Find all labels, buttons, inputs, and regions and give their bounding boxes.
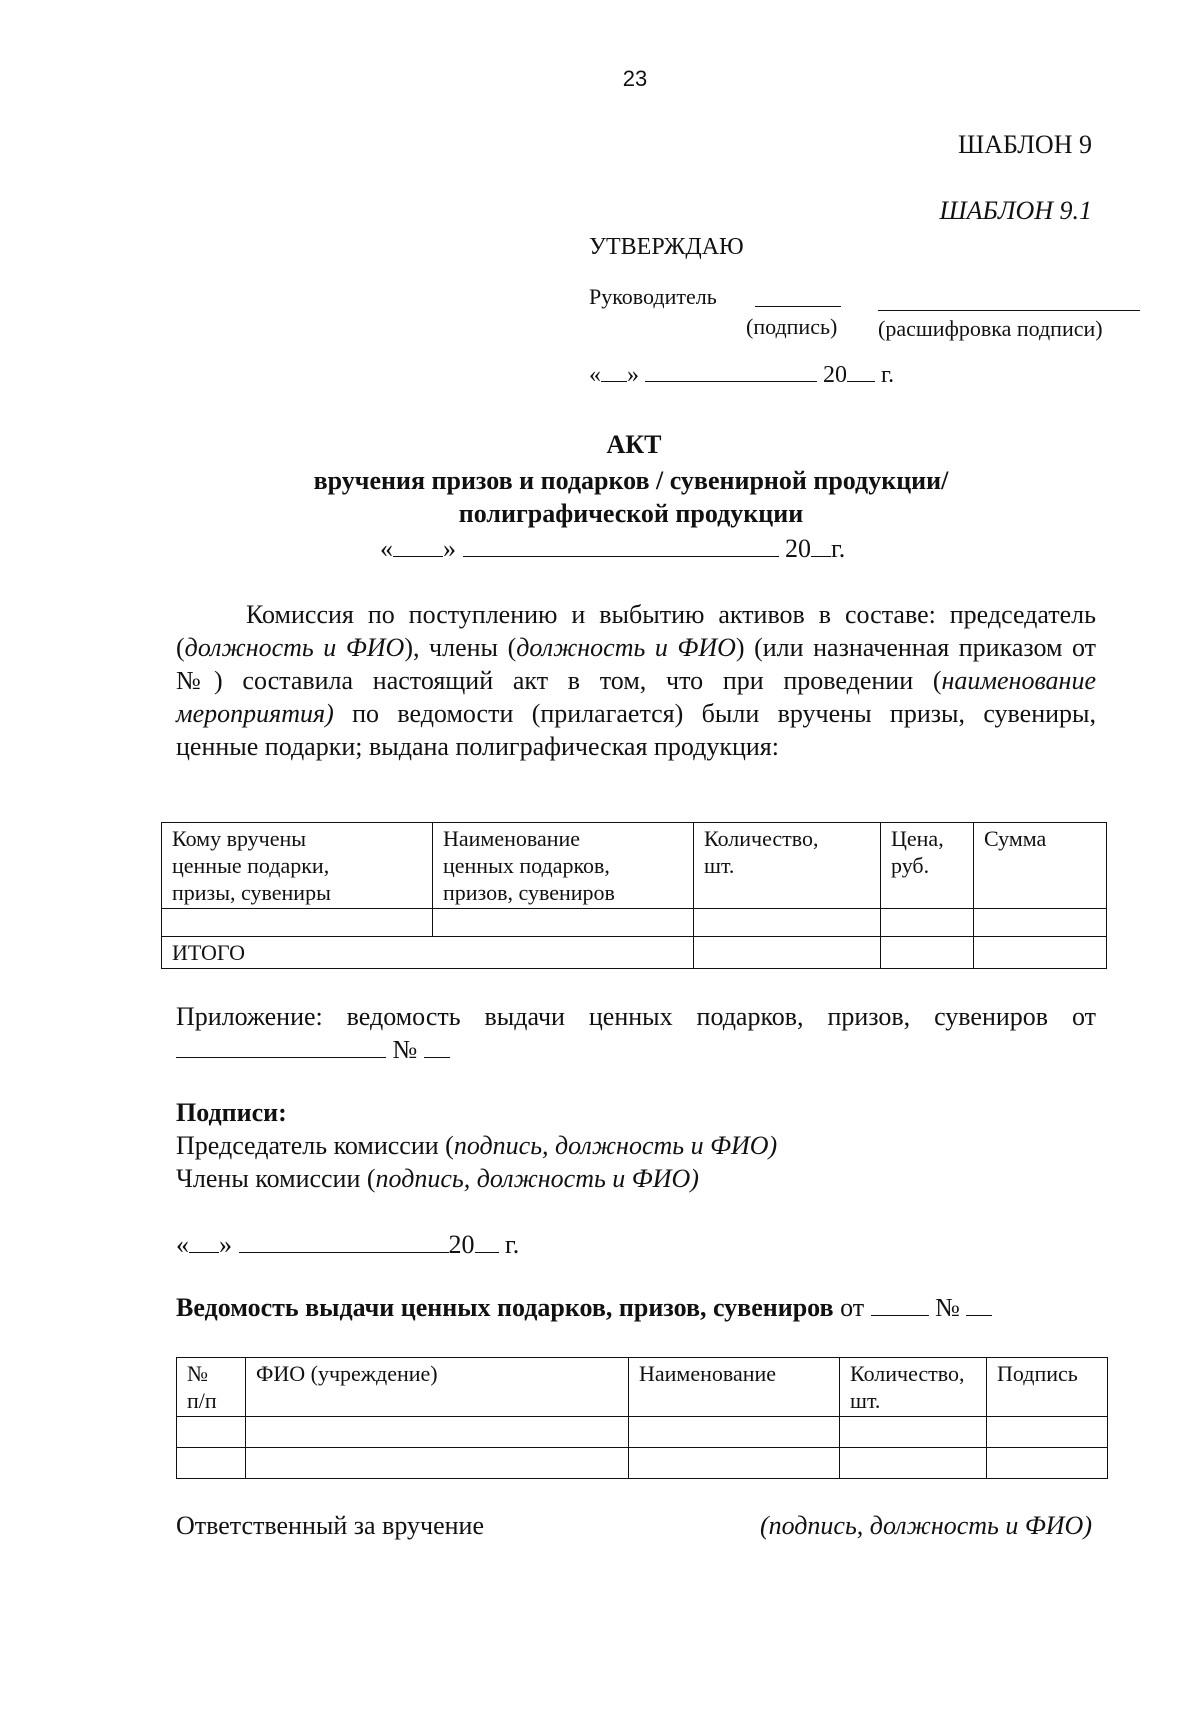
table-row <box>177 1448 1108 1479</box>
year-suffix: г. <box>881 362 895 388</box>
statement-heading: Ведомость выдачи ценных подарков, призов, сувениров от № <box>176 1293 992 1323</box>
body-paragraph <box>176 598 1096 763</box>
quote-close: » <box>627 362 639 388</box>
table-cell[interactable] <box>629 1417 840 1448</box>
template-sublabel: ШАБЛОН 9.1 <box>939 196 1092 225</box>
appendix-number <box>176 1035 450 1065</box>
signature-line <box>755 306 841 307</box>
body-text-4: по ведомости (прилагается) были вручены призы, сувениры, ценные подарки; выдана полиграфическая продукция: <box>176 699 1096 761</box>
act-subtitle-2: полиграфической продукции <box>458 499 804 528</box>
act-subtitle-1: вручения призов и подарков / сувенирной продукции/ <box>313 466 949 495</box>
header-recipient: Кому вручены ценные подарки, призы, сувениры <box>162 823 433 909</box>
chair-signature: Председатель комиссии (подпись, должность и ФИО) <box>176 1131 778 1160</box>
number-sign: № <box>392 1035 418 1064</box>
signatures-heading: Подписи: <box>176 1098 287 1127</box>
table-header-row <box>177 1358 1108 1417</box>
responsible-caption: (подпись, должность и ФИО) <box>759 1511 1092 1540</box>
header-signature: Подпись <box>987 1358 1108 1417</box>
quote-close: » <box>443 534 456 563</box>
header-full-name: ФИО (учреждение) <box>246 1358 629 1417</box>
year-suffix: г. <box>831 534 846 563</box>
year-prefix: 20 <box>823 362 847 388</box>
year-prefix: 20 <box>785 534 811 563</box>
quote-close: » <box>219 1230 232 1259</box>
signatures-date <box>176 1230 519 1260</box>
header-quantity: Количество, шт. <box>694 823 881 909</box>
total-label: ИТОГО <box>162 937 694 969</box>
table-cell[interactable] <box>881 937 974 969</box>
decoding-line <box>878 310 1140 311</box>
table-cell[interactable] <box>974 937 1107 969</box>
table-cell[interactable] <box>177 1448 246 1479</box>
template-label: ШАБЛОН 9 <box>958 130 1092 159</box>
table-cell[interactable] <box>694 909 881 937</box>
table-cell[interactable] <box>987 1417 1108 1448</box>
act-title: АКТ <box>606 430 662 459</box>
table-cell[interactable] <box>629 1448 840 1479</box>
body-text-1: Комиссия по поступлению и выбытию активов в составе: председатель ( <box>176 600 1096 662</box>
table-cell[interactable] <box>974 909 1107 937</box>
table-total-row <box>162 937 1107 969</box>
table-cell[interactable] <box>162 909 433 937</box>
header-price: Цена, руб. <box>881 823 974 909</box>
table-cell[interactable] <box>177 1417 246 1448</box>
act-date <box>380 534 845 564</box>
table-cell[interactable] <box>694 937 881 969</box>
quote-open: « <box>589 362 601 388</box>
table-cell[interactable] <box>840 1448 987 1479</box>
quote-open: « <box>176 1230 189 1259</box>
appendix-text: Приложение: ведомость выдачи ценных подарков, призов, сувениров от <box>176 1002 1096 1031</box>
decoding-caption: (расшифровка подписи) <box>878 316 1103 341</box>
table-cell[interactable] <box>987 1448 1108 1479</box>
table-row <box>162 909 1107 937</box>
page-number: 23 <box>622 66 648 91</box>
body-italic-2: должность и ФИО <box>516 633 736 662</box>
body-text-3: ) (или назначенная приказом от №) составила настоящий акт в том, что при проведении ( <box>176 633 1097 695</box>
year-suffix: г. <box>505 1230 520 1259</box>
header-item-name: Наименование ценных подарков, призов, сувениров <box>433 823 694 909</box>
header-name: Наименование <box>629 1358 840 1417</box>
table-cell[interactable] <box>840 1417 987 1448</box>
statement-from: от <box>840 1293 865 1322</box>
header-quantity: Количество, шт. <box>840 1358 987 1417</box>
quote-open: « <box>380 534 393 563</box>
number-sign: № <box>935 1293 960 1322</box>
table-cell[interactable] <box>881 909 974 937</box>
responsible-label: Ответственный за вручение <box>176 1511 484 1540</box>
body-text-2: ), члены ( <box>404 633 517 662</box>
header-index: № п/п <box>177 1358 246 1417</box>
table-header-row <box>162 823 1107 909</box>
table-row <box>177 1417 1108 1448</box>
table-cell[interactable] <box>433 909 694 937</box>
table-cell[interactable] <box>246 1417 629 1448</box>
body-italic-3: наименование мероприятия) <box>176 666 1096 728</box>
awards-table <box>161 822 1107 969</box>
signature-caption: (подпись) <box>746 314 838 339</box>
year-prefix: 20 <box>448 1230 475 1259</box>
approval-role: Руководитель <box>589 284 717 309</box>
approval-date <box>589 362 894 389</box>
statement-table <box>176 1357 1108 1479</box>
members-signature: Члены комиссии (подпись, должность и ФИО) <box>176 1164 699 1193</box>
header-sum: Сумма <box>974 823 1107 909</box>
body-italic-1: должность и ФИО <box>184 633 405 662</box>
approval-title: УТВЕРЖДАЮ <box>589 234 744 260</box>
table-cell[interactable] <box>246 1448 629 1479</box>
